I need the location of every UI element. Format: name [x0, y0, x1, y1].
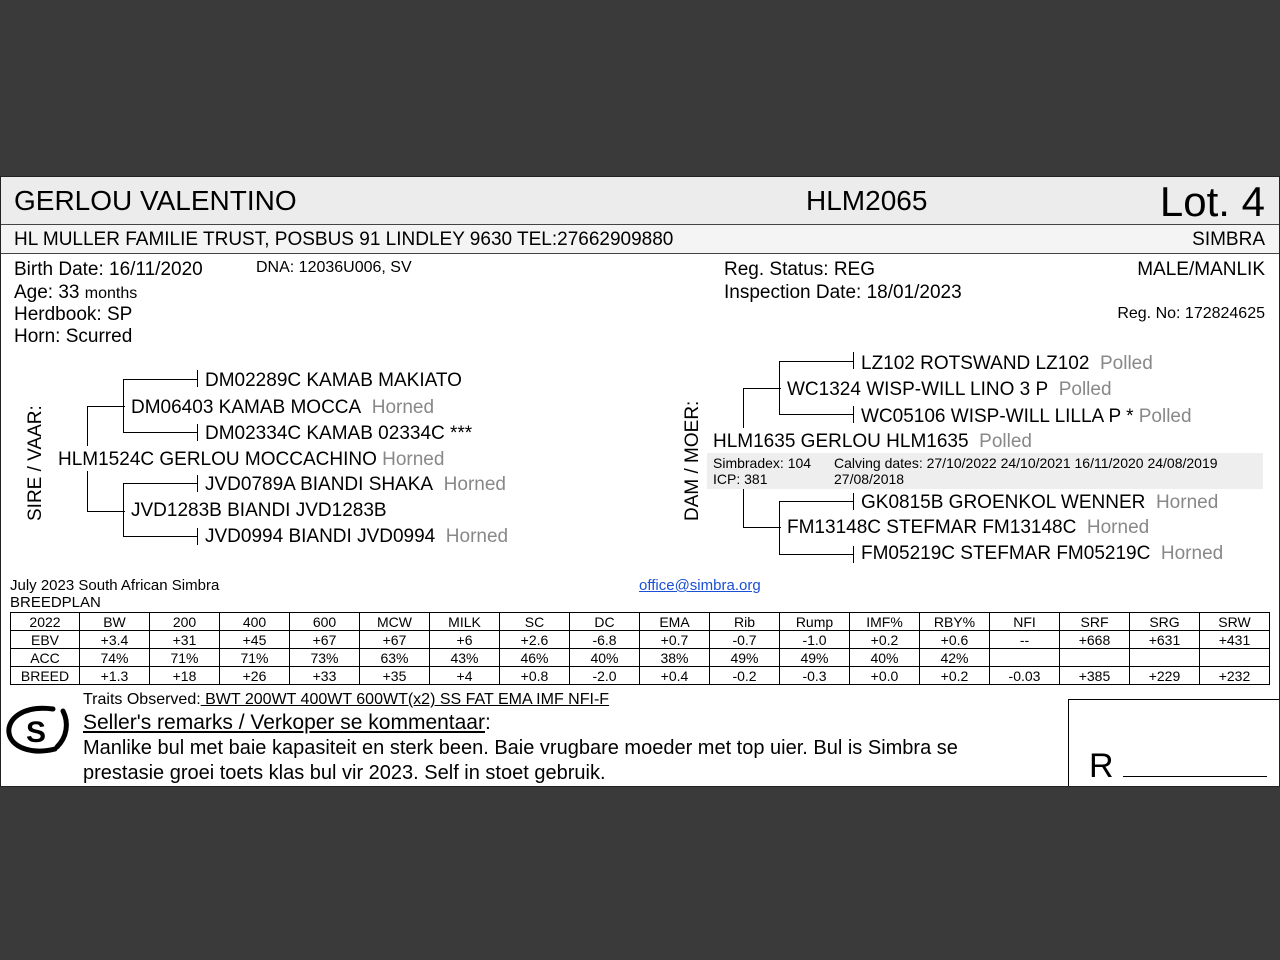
- sire-name: HLM1524C GERLOU MOCCACHINO Horned: [58, 449, 445, 470]
- birth-date: Birth Date: 16/11/2020: [14, 259, 203, 280]
- dam-name: HLM1635 GERLOU HLM1635 Polled: [713, 431, 1032, 452]
- owner-info: HL MULLER FAMILIE TRUST, POSBUS 91 LINDLEY 9630 TEL:27662909880: [14, 229, 674, 250]
- icp: ICP: 381: [713, 471, 768, 487]
- dam-sd: WC05106 WISP-WILL LILLA P * Polled: [861, 406, 1192, 427]
- ebv-table: [10, 612, 1270, 685]
- age: Age: 33 months: [14, 282, 138, 303]
- remarks-line-2: prestasie groei toets klas bul vir 2023. Self in stoet gebruik.: [83, 762, 606, 784]
- sire-d: JVD1283B BIANDI JVD1283B: [131, 500, 387, 521]
- dam-d: FM13148C STEFMAR FM13148C Horned: [787, 517, 1150, 538]
- animal-name: GERLOU VALENTINO: [14, 185, 297, 216]
- breed-name: SIMBRA: [1192, 229, 1265, 250]
- reg-number: Reg. No: 172824625: [1117, 305, 1265, 322]
- horn-status: Horn: Scurred: [14, 326, 133, 347]
- svg-text:S: S: [25, 716, 47, 749]
- dna-info: DNA: 12036U006, SV: [256, 259, 412, 276]
- remarks-line-1: Manlike bul met baie kapasiteit en sterk been. Baie vrugbare moeder met top uier. Bul is Simbra se: [83, 737, 958, 759]
- calving-dates: Calving dates: 27/10/2022 24/10/2021 16/11/2020 24/08/2019: [834, 455, 1218, 471]
- sire-ss: DM02289C KAMAB MAKIATO: [205, 370, 462, 391]
- dam-s: WC1324 WISP-WILL LINO 3 P Polled: [787, 379, 1112, 400]
- breedplan-source: July 2023 South African Simbra: [10, 577, 220, 594]
- dam-label: DAM / MOER:: [682, 400, 703, 521]
- traits-observed: Traits Observed: BWT 200WT 400WT 600WT(x2) SS FAT EMA IMF NFI-F: [83, 691, 610, 708]
- sire-label: SIRE / VAAR:: [25, 405, 46, 521]
- remarks-title: Seller's remarks / Verkoper se kommentaar:: [83, 711, 491, 734]
- dam-ds: GK0815B GROENKOL WENNER Horned: [861, 492, 1219, 513]
- lot-number: Lot. 4: [1159, 178, 1265, 225]
- sex: MALE/MANLIK: [1137, 259, 1265, 280]
- price-input-line[interactable]: [1123, 776, 1267, 777]
- acc-row: ACC 74% 71% 71% 73% 63% 43% 46% 40% 38% 49% 49% 40% 42%: [11, 649, 1270, 667]
- sire-dd: JVD0994 BIANDI JVD0994 Horned: [205, 526, 509, 547]
- ebv-row: EBV +3.4 +31 +45 +67 +67 +6 +2.6 -6.8 +0.7 -0.7 -1.0 +0.2 +0.6 -- +668 +631 +431: [11, 631, 1270, 649]
- inspection-date: Inspection Date: 18/01/2023: [724, 282, 962, 303]
- price-prefix: R: [1089, 747, 1114, 785]
- sire-s: DM06403 KAMAB MOCCA Horned: [131, 397, 435, 418]
- herdbook: Herdbook: SP: [14, 304, 133, 325]
- breedplan-label: BREEDPLAN: [10, 594, 101, 611]
- lot-card: [0, 176, 1280, 787]
- ebv-header-row: 2022 BW 200 400 600 MCW MILK SC DC EMA Rib Rump IMF% RBY% NFI SRF SRG SRW: [11, 613, 1270, 631]
- dam-ss: LZ102 ROTSWAND LZ102 Polled: [861, 353, 1153, 374]
- email-link[interactable]: office@simbra.org: [639, 577, 761, 594]
- sire-sd: DM02334C KAMAB 02334C ***: [205, 423, 473, 444]
- sire-ds: JVD0789A BIANDI SHAKA Horned: [205, 474, 506, 495]
- reg-status: Reg. Status: REG: [724, 259, 876, 280]
- breed-avg-row: BREED +1.3 +18 +26 +33 +35 +4 +0.8 -2.0 +0.4 -0.2 -0.3 +0.0 +0.2 -0.03 +385 +229 +232: [11, 667, 1270, 685]
- simbradex: Simbradex: 104: [713, 455, 812, 471]
- simbra-logo-icon: [3, 701, 71, 757]
- animal-code: HLM2065: [806, 185, 928, 216]
- dam-dd: FM05219C STEFMAR FM05219C Horned: [861, 543, 1224, 564]
- calving-dates-2: 27/08/2018: [834, 471, 905, 487]
